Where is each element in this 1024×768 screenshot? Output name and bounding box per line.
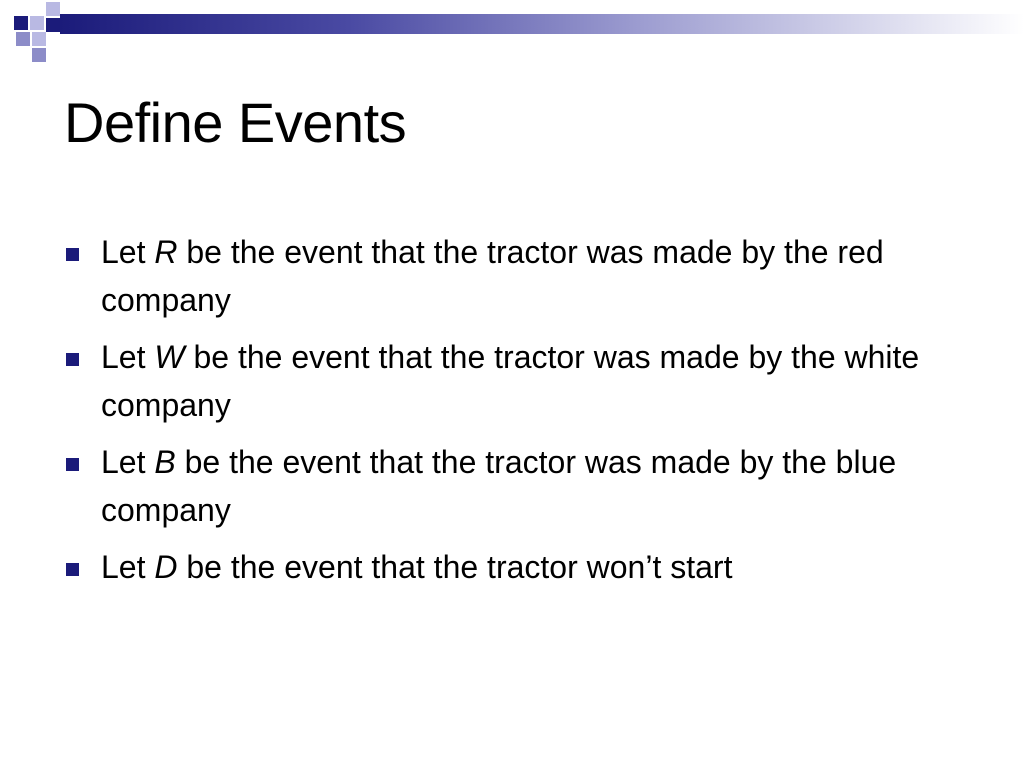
- deco-square: [32, 32, 46, 46]
- bullet-text: be the event that the tractor won’t start: [177, 549, 733, 585]
- square-bullet-icon: [66, 458, 79, 471]
- event-variable: D: [154, 549, 178, 585]
- deco-square: [32, 48, 46, 62]
- deco-square: [14, 16, 28, 30]
- event-variable: R: [154, 234, 178, 270]
- deco-square: [30, 16, 44, 30]
- bullet-lead: Let: [101, 339, 146, 375]
- bullet-item: [64, 228, 964, 324]
- square-bullet-icon: [66, 248, 79, 261]
- bullet-item: [64, 333, 964, 429]
- bullet-text: be the event that the tractor was made by the blue company: [101, 444, 897, 528]
- bullet-item: [64, 543, 964, 591]
- bullet-item: [64, 438, 964, 534]
- bullet-text: be the event that the tractor was made by the white company: [101, 339, 920, 423]
- deco-square: [46, 2, 60, 16]
- deco-square: [46, 18, 60, 32]
- square-bullet-icon: [66, 563, 79, 576]
- square-bullet-icon: [66, 353, 79, 366]
- bullet-list: [64, 228, 964, 600]
- slide-title: Define Events: [64, 91, 407, 154]
- bullet-text: be the event that the tractor was made by the red company: [101, 234, 884, 318]
- header-gradient-band: [60, 14, 1024, 34]
- bullet-lead: Let: [101, 444, 146, 480]
- deco-square: [16, 32, 30, 46]
- bullet-lead: Let: [101, 549, 146, 585]
- bullet-lead: Let: [101, 234, 146, 270]
- event-variable: W: [154, 339, 185, 375]
- event-variable: B: [154, 444, 176, 480]
